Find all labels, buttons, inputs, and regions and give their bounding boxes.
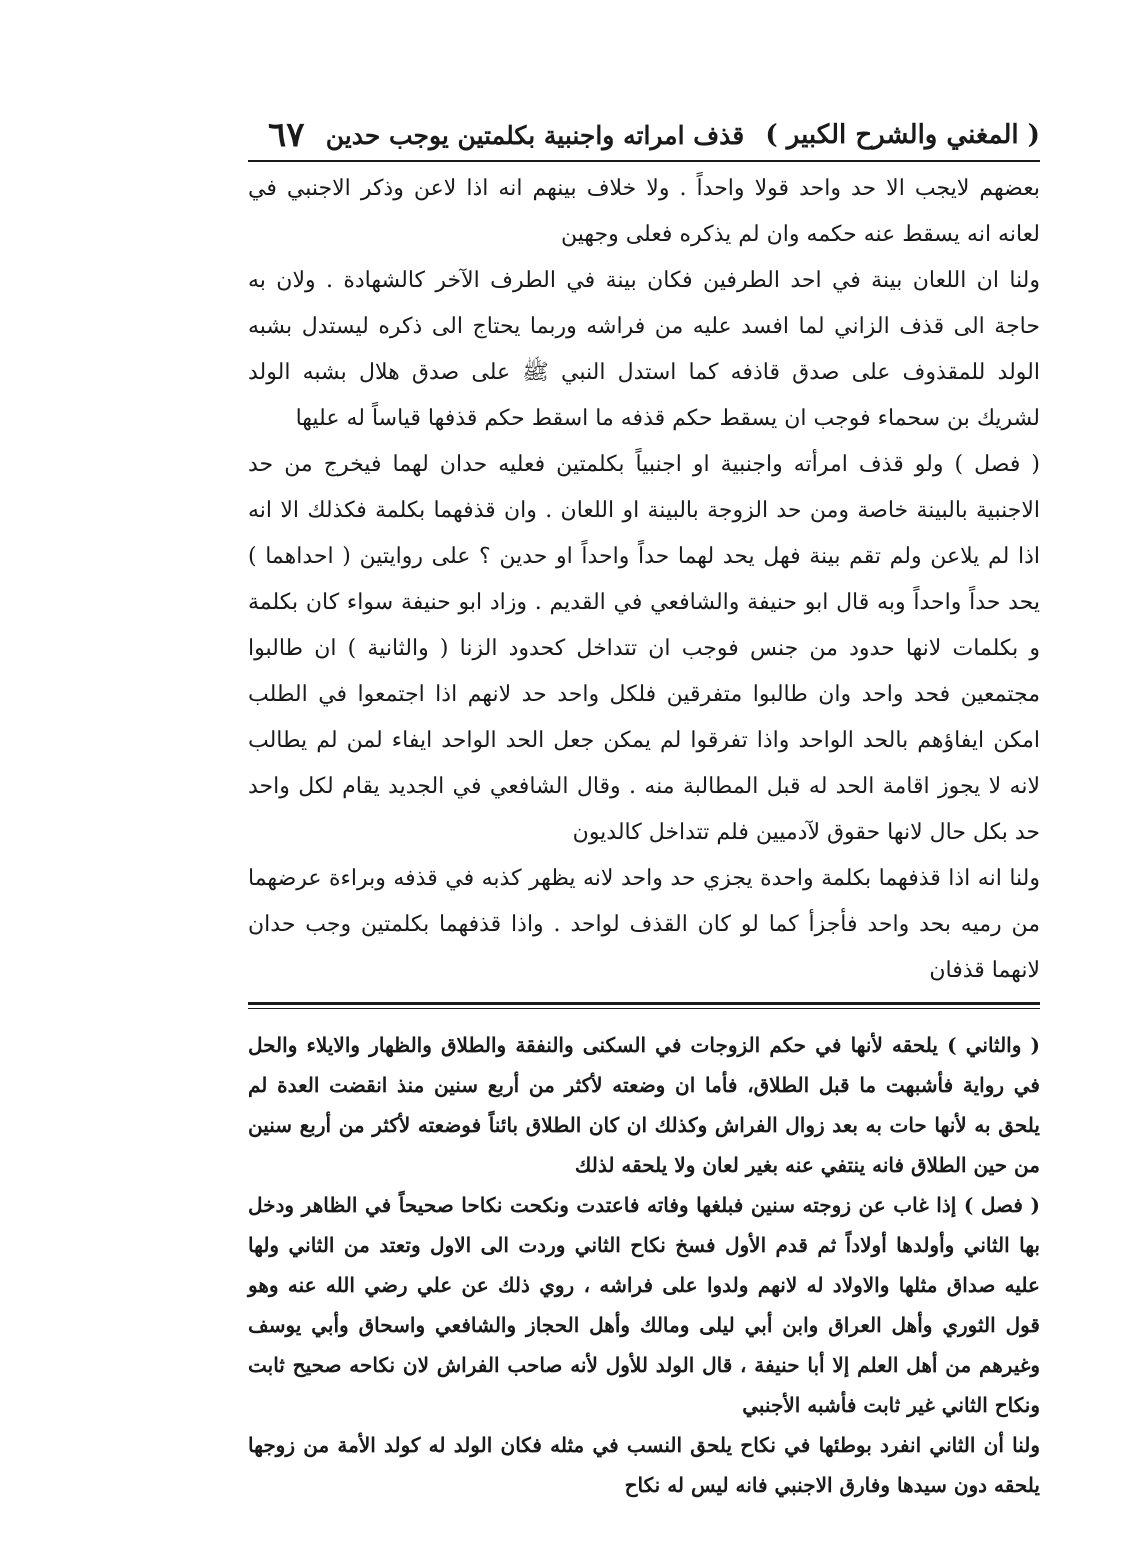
commentary-paragraph: ( فصل ) إذا غاب عن زوجته سنين فبلغها وفاته فاعتدت ونكحت نكاحا صحيحاً في الظاهر ودخل بها الثاني وأولدها أولاداً ثم قدم الأول فسخ نكاح الثاني وردت الى الاول وتعتد من الثاني ولها عليه صداق مثلها والاولاد له لانهم ولدوا على فراشه ، روي ذلك عن علي رضي الله عنه وهو قول الثوري وأهل العراق وابن أبي ليلى ومالك وأهل الحجاز والشافعي واسحاق وأبي يوسف وغيرهم من أهل العلم إلا أبا حنيفة ، قال الولد للأول لأنه صاحب الفراش لان نكاحه صحيح ثابت ونكاح الثاني غير ثابت فأشبه الأجنبي bbox=[248, 1193, 1040, 1417]
page-number: ٦٧ bbox=[268, 115, 305, 155]
commentary-paragraph: ولنا أن الثاني انفرد بوطئها في نكاح يلحق النسب في مثله فكان الولد له كولد الأمة من زوجها يلحقه دون سيدها وفارق الاجنبي فانه ليس له نكاح bbox=[248, 1433, 1040, 1497]
commentary-text bbox=[248, 1025, 1040, 1505]
commentary-paragraph: ( والثاني ) يلحقه لأنها في حكم الزوجات في السكنى والنفقة والطلاق والظهار والايلاء والحل في رواية فأشبهت ما قبل الطلاق، فأما ان وضعته لأكثر من أربع سنين منذ انقضت العدة لم يلحق به لأنها حات به بعد زوال الفراش وكذلك ان كان الطلاق بائناً فوضعته لأكثر من أربع سنين من حين الطلاق فانه ينتفي عنه بغير لعان ولا يلحقه لذلك bbox=[248, 1033, 1040, 1177]
section-divider-thin bbox=[248, 1008, 1040, 1009]
chapter-heading: قذف امراته واجنبية بكلمتين يوجب حدين bbox=[325, 120, 745, 150]
main-paragraph: بعضهم لايجب الا حد واحد قولا واحداً . ولا خلاف بينهم انه اذا لاعن وذكر الاجنبي في لعانه انه يسقط عنه حكمه وان لم يذكره فعلى وجهين bbox=[248, 176, 1040, 247]
section-divider bbox=[248, 1002, 1040, 1005]
main-paragraph: ولنا ان اللعان بينة في احد الطرفين فكان بينة في الطرف الآخر كالشهادة . ولان به حاجة الى قذف الزاني لما افسد عليه من فراشه وربما يحتاج الى ذكره ليستدل بشبه الولد للمقذوف على صدق قاذفه كما استدل النبي ﷺ على صدق هلال بشبه الولد لشريك بن سحماء فوجب ان يسقط حكم قذفه ما اسقط حكم قذفها قياساً له عليها bbox=[248, 268, 1040, 431]
main-paragraph: ( فصل ) ولو قذف امرأته واجنبية او اجنبياً بكلمتين فعليه حدان لهما فيخرج من حد الاجنبية بالبينة خاصة ومن حد الزوجة بالبينة او اللعان . وان قذفهما بكلمة فكذلك الا انه اذا لم يلاعن ولم تقم بينة فهل يحد لهما حداً واحداً او حدين ؟ على روايتين ( احداهما ) يحد حداً واحداً وبه قال ابو حنيفة والشافعي في القديم . وزاد ابو حنيفة سواء كان بكلمة و بكلمات لانها حدود من جنس فوجب ان تتداخل كحدود الزنا ( والثانية ) ان طالبوا مجتمعين فحد واحد وان طالبوا متفرقين فلكل واحد حد لانهم اذا اجتمعوا في الطلب امكن ايفاؤهم بالحد الواحد واذا تفرقوا لم يمكن جعل الحد الواحد ايفاء لمن لم يطالب لانه لا يجوز اقامة الحد له قبل المطالبة منه . وقال الشافعي في الجديد يقام لكل واحد حد بكل حال لانها حقوق لآدميين فلم تتداخل كالديون bbox=[248, 452, 1041, 845]
page-header bbox=[248, 110, 1040, 162]
book-title: ( المغني والشرح الكبير ) bbox=[765, 120, 1040, 150]
main-text bbox=[248, 166, 1040, 994]
book-page bbox=[248, 110, 1040, 1505]
main-paragraph: ولنا انه اذا قذفهما بكلمة واحدة يجزي حد واحد لانه يظهر كذبه في قذفه وبراءة عرضهما من رميه بحد واحد فأجزأ كما لو كان القذف لواحد . واذا قذفهما بكلمتين وجب حدان لانهما قذفان bbox=[248, 866, 1040, 983]
